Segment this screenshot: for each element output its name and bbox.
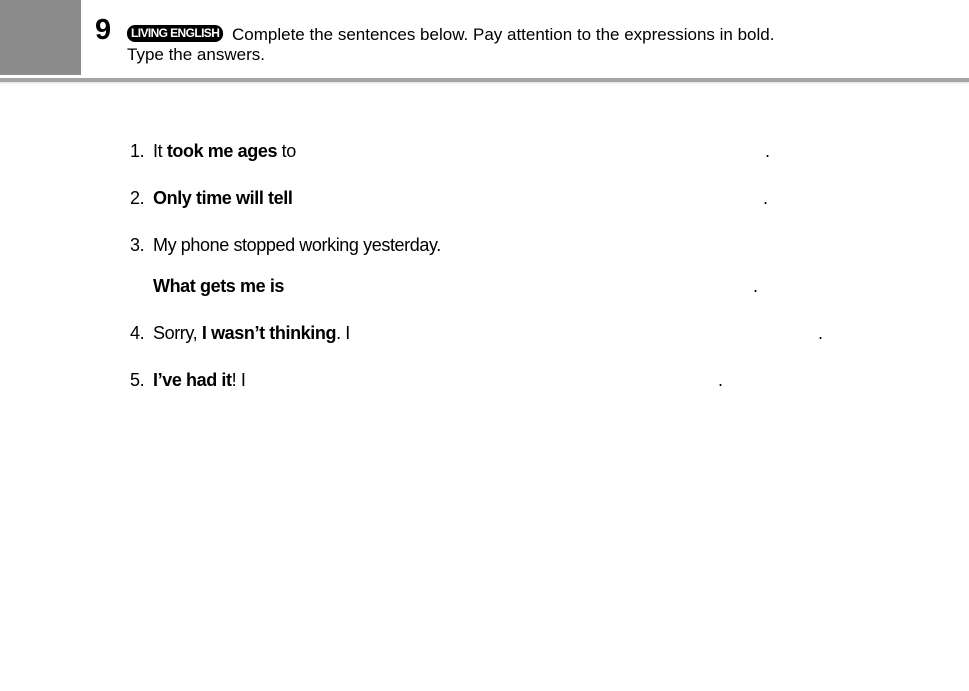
bold-expression: Only time will tell — [153, 188, 293, 208]
exercise-number: 9 — [95, 14, 112, 46]
sentence-text: My phone stopped working yesterday. — [153, 235, 441, 255]
instruction-line-1: Complete the sentences below. Pay attention to the expressions in bold. — [232, 25, 775, 44]
sentence-5-answer-end: . — [718, 370, 724, 390]
bold-expression: What gets me is — [153, 276, 285, 296]
item-number: 5. — [130, 370, 145, 390]
header-gray-block — [0, 0, 81, 75]
bold-expression: took me ages — [166, 141, 278, 161]
bold-expression: I wasn’t thinking — [201, 323, 337, 343]
sentence-4 — [130, 322, 350, 344]
item-number: 4. — [130, 323, 145, 343]
sentence-text: It — [153, 141, 167, 161]
sentence-3-answer-end: . — [753, 276, 759, 296]
sentence-text: . I — [336, 323, 350, 343]
sentence-5 — [130, 369, 245, 391]
instruction-line-2: Type the answers. — [127, 45, 265, 64]
bold-expression: I’ve had it — [153, 370, 232, 390]
header-divider — [0, 78, 969, 82]
sentence-4-answer-end: . — [818, 323, 824, 343]
sentence-3 — [130, 234, 441, 256]
sentence-1 — [130, 140, 296, 162]
item-number: 2. — [130, 188, 145, 208]
sentence-text: Sorry, — [153, 323, 202, 343]
item-number: 1. — [130, 141, 145, 161]
sentence-2-answer-end: . — [763, 188, 769, 208]
item-number: 3. — [130, 235, 145, 255]
sentence-text: to — [277, 141, 296, 161]
sentence-text: ! I — [231, 370, 246, 390]
living-english-badge: LIVING ENGLISH — [127, 25, 223, 42]
sentence-1-answer-end: . — [765, 141, 771, 161]
sentence-2 — [130, 187, 292, 209]
sentence-3-line-2 — [130, 275, 284, 297]
